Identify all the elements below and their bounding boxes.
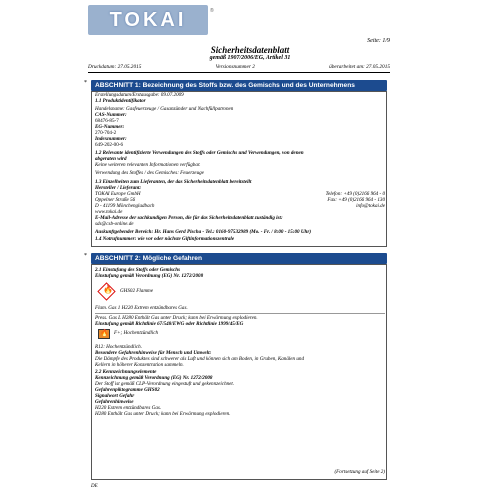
classification-divider	[95, 313, 385, 314]
document-meta	[88, 64, 390, 70]
header-divider	[88, 72, 390, 73]
ghs-label: GHS02 Flamme	[120, 288, 153, 294]
s1-line-22: 1.4 Notrufnummer: wie vor oder nächste Giftinformationszentrale	[95, 236, 235, 242]
s2-line-top-1: Einstufung gemäß Verordnung (EG) Nr. 1272/2008	[95, 273, 204, 279]
print-date: Druckdatum: 27.05.2015	[88, 64, 142, 70]
s1-line-6: 270-704-2	[95, 130, 117, 136]
section-1-header: ABSCHNITT 1: Bezeichnung des Stoffs bzw. des Gemischs und des Unternehmens	[91, 80, 387, 91]
s2-line-bottom-1: Besondere Gefahrenhinweise für Mensch und Umwelt:	[95, 350, 212, 356]
continued-note: (Fortsetzung auf Seite 2)	[334, 469, 385, 475]
s1-line-18: www.tokai.de	[95, 209, 123, 215]
regulation-reference: gemäß 1907/2006/EG, Artikel 31	[209, 55, 291, 61]
s2-line-mid-1: Press. Gas L H280 Enthält Gas unter Druck; kann bei Erwärmung explodieren.	[95, 315, 258, 321]
s1-line-20: sds@csb-online.de	[95, 221, 134, 227]
fplus-label: F+; Hochentzündlich	[114, 330, 159, 336]
s2-line-bottom-5: Kennzeichnung gemäß Verordnung (EG) Nr. 1272/2008	[95, 375, 213, 381]
fax: Fax: +49 (0)2166 964 - 130	[327, 197, 385, 203]
s2-line-bottom-11: H280 Enthält Gas unter Druck; kann bei Erwärmung explodieren.	[95, 411, 231, 417]
flame-icon: 🔥	[100, 329, 109, 337]
s1-line-1: 1.1 Produktidentifikator	[95, 98, 146, 104]
s1-line-2: Handelsname: Gasfeuerzeuge / Gasanzünder und Nachfüllpatronen	[95, 106, 234, 112]
flame-icon: 🔥	[103, 285, 113, 294]
phone: Telefon: +49 (0)2166 964 - 0	[325, 191, 385, 197]
s2-line-bottom-7: Gefahrenpiktogramme GHS02	[95, 387, 160, 393]
revision-date: überarbeitet am: 27.05.2015	[329, 64, 390, 70]
s1-line-7: Indexnummer:	[95, 136, 127, 142]
s1-line-4: 68476-85-7	[95, 118, 119, 124]
change-marker: *	[84, 253, 87, 259]
s1-line-21: Auskunftgebender Bereich: Hr. Hans Gerd Pischa - Tel.: 0160-97532989 (Mo. - Fr. / 8:00 - 15:00 Uhr)	[95, 229, 312, 235]
s1-line-16: Oppelner Straße 56	[95, 197, 136, 203]
s1-line-3: CAS-Nummer:	[95, 112, 127, 118]
document-title: Sicherheitsdatenblatt	[210, 45, 290, 55]
footer-code: DE	[91, 484, 98, 489]
s2-line-bottom-9: Gefahrenhinweise	[95, 399, 134, 405]
s1-line-14: Hersteller / Lieferant:	[95, 185, 142, 191]
s2-line-top-0: 2.1 Einstufung des Stoffs oder Gemischs	[95, 267, 181, 273]
page-number: Seite: 1/9	[367, 38, 390, 44]
version-number: Versionsnummer 2	[215, 64, 255, 70]
section-2-header: ABSCHNITT 2: Mögliche Gefahren	[91, 253, 387, 264]
s1-line-11: Keine weiteren relevanten Informationen verfügbar.	[95, 162, 201, 168]
s2-line-bottom-4: 2.2 Kennzeichnungselemente	[95, 369, 157, 375]
change-marker: *	[84, 80, 87, 86]
s1-line-0: Erstellungsdatum/Erstausgabe: 09.07.2009	[95, 92, 184, 98]
s1-line-17: D - 41199 Mönchengladbach	[95, 203, 155, 209]
s2-line-bottom-10: H220 Extrem entzündbares Gas.	[95, 405, 162, 411]
s2-line-bottom-3: Kellern in höherer Konzentration sammeln.	[95, 362, 184, 368]
s1-line-5: EG-Nummer:	[95, 124, 125, 130]
email-link[interactable]: info@tokai.de	[356, 203, 385, 209]
s2-line-bottom-8: Signalwort Gefahr	[95, 393, 135, 399]
s1-line-9: 1.2 Relevante identifizierte Verwendungen des Stoffs oder Gemischs und Verwendungen, von denen	[95, 150, 304, 156]
s1-line-10: abgeraten wird	[95, 156, 127, 162]
s1-line-13: 1.3 Einzelheiten zum Lieferanten, der das Sicherheitsdatenblatt bereitstellt	[95, 179, 252, 185]
registered-mark: ®	[210, 8, 214, 14]
s2-line-bottom-2: Die Dämpfe des Produktes sind schwerer als Luft und können sich am Boden, in Gruben, Kanälen und	[95, 356, 305, 362]
s2-line-bottom-6: Der Stoff ist gemäß CLP-Verordnung eingestuft und gekennzeichnet.	[95, 381, 235, 387]
s1-line-19: E-Mail-Adresse der sachkundigen Person, die für das Sicherheitsdatenblatt zuständig ist:	[95, 215, 283, 221]
s2-line-bottom-0: R12: Hochentzündlich.	[95, 344, 142, 350]
tokai-logo: TOKAI	[88, 5, 208, 35]
s1-line-15: TOKAI Europe GmbH	[95, 191, 141, 197]
section-1-body	[91, 91, 387, 247]
s1-line-8: 649-202-00-6	[95, 142, 124, 148]
s2-line-mid-0: Flam. Gas 1 H220 Extrem entzündbares Gas.	[95, 305, 188, 311]
s2-line-mid-2: Einstufung gemäß Richtlinie 67/548/EWG oder Richtlinie 1999/45/EG	[95, 321, 244, 327]
s1-line-12: Verwendung des Stoffes / des Gemisches: Feuerzeuge	[95, 170, 204, 176]
